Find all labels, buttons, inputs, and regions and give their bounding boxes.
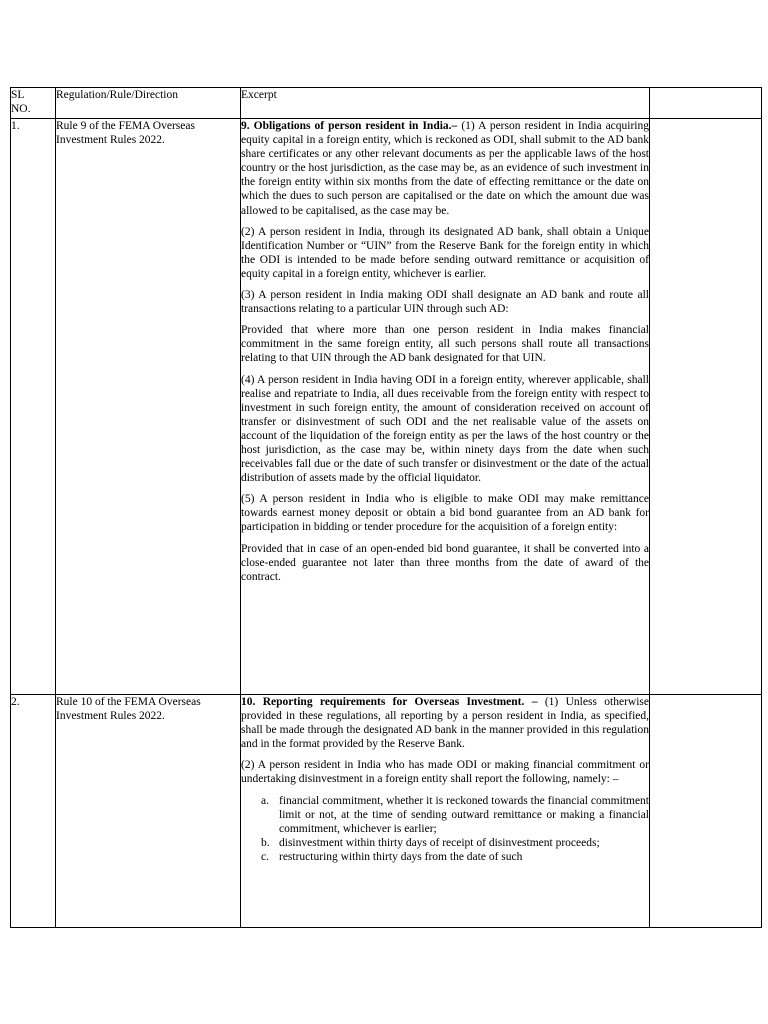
list-item: b. disinvestment within thirty days of receipt of disinvestment proceeds;: [261, 836, 600, 849]
excerpt-paragraph: (5) A person resident in India who is eligible to make ODI may make remittance towards earnest money deposit or obtain a bid bond guarantee from an AD bank for participation in bidding or tender procedure for the acquisition of a foreign entity:: [241, 493, 649, 534]
row-rule: Rule 10 of the FEMA Overseas Investment Rules 2022.: [56, 695, 241, 928]
excerpt-title: 9. Obligations of person resident in India.–: [241, 120, 458, 132]
excerpt-title: 10. Reporting requirements for Overseas Investment. –: [241, 696, 538, 708]
excerpt-paragraph: (2) A person resident in India who has made ODI or making financial commitment or undertaking disinvestment in a foreign entity shall report the following, namely: –: [241, 759, 649, 786]
header-empty-cell: [650, 88, 762, 119]
table-row: [11, 695, 762, 928]
row-excerpt: [241, 695, 650, 928]
header-sl-line1: SL: [11, 89, 25, 101]
excerpt-paragraph: (4) A person resident in India having ODI in a foreign entity, wherever applicable, shall realise and repatriate to India, all dues receivable from the foreign entity with respect to investment in such foreign entity, the amount of consideration received on account of transfer or disinvestment of such ODI and the net realisable value of the assets on account of the liquidation of the foreign entity as per the laws of the host country or the host jurisdiction, as the case may be, within ninety days from the date when such receivables fall due or the date of such transfer or disinvestment or the date of the actual distribution of assets made by the official liquidator.: [241, 373, 649, 485]
header-sl-no: [11, 88, 56, 119]
row-number: 2.: [11, 695, 56, 928]
list-item: c. restructuring within thirty days from the date of such: [261, 850, 523, 863]
table-header-row: [11, 88, 762, 119]
header-sl-line2: NO.: [11, 103, 31, 116]
row-empty-cell: [650, 119, 762, 695]
row-number: 1.: [11, 119, 56, 695]
excerpt-paragraph: 9. Obligations of person resident in India.– (1) A person resident in India acquiring equity capital in a foreign entity, which is reckoned as ODI, shall submit to the AD bank share certificates or any other relevant documents as per the applicable laws of the host country or the host jurisdiction, as the case may be, as an evidence of such investment in the foreign entity within six months from the date of effecting remittance or the date on which the dues to such person are capitalised or the date on which the amount due was allowed to be capitalised, as the case may be.: [241, 120, 649, 217]
reporting-list: [261, 794, 649, 864]
header-regulation: Regulation/Rule/Direction: [56, 88, 241, 119]
excerpt-paragraph: Provided that where more than one person resident in India makes financial commitment in the same foreign entity, all such persons shall route all transactions relating to that UIN through the AD bank designated for that UIN.: [241, 324, 649, 365]
excerpt-content: [241, 695, 649, 921]
table-row: [11, 119, 762, 695]
row-excerpt: [241, 119, 650, 695]
excerpt-paragraph: 10. Reporting requirements for Overseas Investment. – (1) Unless otherwise provided in these regulations, all reporting by a person resident in India, as specified, shall be made through the designated AD bank in the manner provided in this regulation and in the format provided by the Reserve Bank.: [241, 696, 649, 751]
row-empty-cell: [650, 695, 762, 928]
excerpt-paragraph: Provided that in case of an open-ended bid bond guarantee, it shall be converted into a close-ended guarantee not later than three months from the date of award of the contract.: [241, 542, 649, 583]
regulations-table: [10, 87, 762, 928]
row-rule: Rule 9 of the FEMA Overseas Investment Rules 2022.: [56, 119, 241, 695]
list-item: a. financial commitment, whether it is reckoned towards the financial commitment limit or not, at the time of sending outward remittance or making a financial commitment, whichever is earlier;: [261, 794, 649, 835]
excerpt-paragraph: (3) A person resident in India making ODI shall designate an AD bank and route all transactions relating to a particular UIN through such AD:: [241, 289, 649, 316]
header-excerpt: Excerpt: [241, 88, 650, 119]
excerpt-paragraph: (2) A person resident in India, through its designated AD bank, shall obtain a Unique Identification Number or “UIN” from the Reserve Bank for the foreign entity in which the ODI is intended to be made before sending outward remittance or acquisition of equity capital in a foreign entity, whichever is earlier.: [241, 225, 649, 280]
